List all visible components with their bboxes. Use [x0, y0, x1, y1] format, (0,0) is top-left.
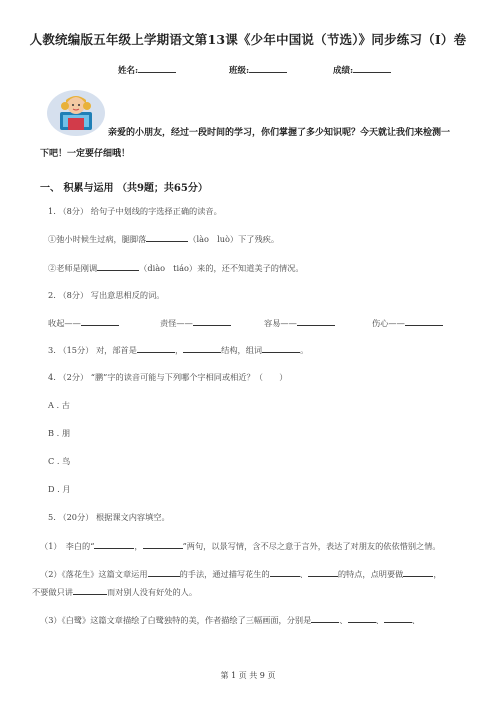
name-blank [138, 63, 176, 73]
answer-blank[interactable] [193, 317, 231, 326]
question-5-2-cont [32, 586, 197, 598]
q5-3-sep: 、 [339, 615, 348, 625]
answer-blank[interactable] [73, 586, 107, 595]
name-field [118, 63, 176, 76]
q1b-text-post: （diào tiáo）来的，还不知道美子的情况。 [139, 263, 304, 273]
question-1: 1. （8分） 给句子中划线的字选择正确的读音。 [48, 206, 222, 216]
answer-blank[interactable] [270, 568, 300, 577]
q5-2-text-pre: （2）《落花生》这篇文章运用 [40, 569, 148, 579]
intro-line-2: 下吧！一定要仔细哦！ [40, 149, 131, 159]
q5-3-sep: 、 [375, 615, 384, 625]
q5-1-text-post: ”两句，以景写情，含不尽之意于言外，表达了对朋友的依依惜别之情。 [182, 541, 441, 551]
q2-item-4 [372, 317, 443, 329]
answer-blank[interactable] [183, 344, 221, 353]
question-5-1 [40, 540, 441, 552]
answer-blank[interactable] [403, 568, 433, 577]
class-blank [249, 63, 287, 73]
q2-word: 责怪—— [160, 318, 193, 328]
q1a-text-pre: ①弛小时候生过病，腿脚落 [48, 234, 147, 244]
answer-blank[interactable] [97, 262, 139, 271]
question-1-b [48, 262, 304, 274]
question-4: 4. （2分） “鹏”字的读音可能与下列哪个字相同或相近？（ ） [48, 372, 288, 382]
document-title: 人教统编版五年级上学期语文第13课《少年中国说（节选）》同步练习（I）卷 [29, 32, 467, 47]
page-footer: 第 1 页 共 9 页 [220, 671, 276, 680]
score-field [333, 63, 391, 76]
q5-2b-text-pre: 不要做只讲 [32, 587, 73, 597]
question-1-a [48, 233, 279, 245]
option-d[interactable]: D . 月 [48, 484, 71, 494]
q2-item-1 [48, 317, 119, 329]
girl-mascot-icon [46, 88, 106, 138]
q3-text-mid: 结构，组词 [221, 345, 263, 355]
answer-blank[interactable] [148, 568, 180, 577]
q5-1-text-pre: （1） 李白的“ [40, 541, 95, 551]
answer-blank[interactable] [262, 344, 300, 353]
q5-3-text-end: 、 [411, 615, 420, 625]
q1a-text-post: （lào luò）下了残疾。 [188, 234, 280, 244]
answer-blank[interactable] [311, 614, 339, 623]
q5-2-sep: 、 [299, 569, 308, 579]
answer-blank[interactable] [384, 614, 412, 623]
answer-blank[interactable] [146, 233, 188, 242]
answer-blank[interactable] [137, 344, 175, 353]
q5-3-text-pre: （3）《白鹭》这篇文章描绘了白鹭独特的美，作者描绘了三幅画面，分别是 [40, 615, 312, 625]
option-b[interactable]: B . 朋 [48, 428, 71, 438]
question-2: 2. （8分） 写出意思相反的词。 [48, 290, 165, 300]
q2-item-2 [160, 317, 231, 329]
q2-word: 收起—— [48, 318, 81, 328]
question-5-2 [40, 568, 442, 580]
question-5-3 [40, 614, 420, 626]
answer-blank[interactable] [94, 540, 134, 549]
answer-blank[interactable] [143, 540, 183, 549]
question-3 [48, 344, 308, 356]
q3-text-end: 。 [300, 345, 309, 355]
score-blank [353, 63, 391, 73]
q2-word: 容易—— [264, 318, 297, 328]
answer-blank[interactable] [297, 317, 335, 326]
name-label: 姓名: [118, 66, 139, 76]
answer-blank[interactable] [348, 614, 376, 623]
option-c[interactable]: C . 鸟 [48, 456, 71, 466]
q2-item-3 [264, 317, 335, 329]
q1b-text-pre: ②老师是刚调 [48, 263, 98, 273]
class-field [229, 63, 287, 76]
option-a[interactable]: A . 古 [48, 400, 70, 410]
class-label: 班级: [229, 66, 250, 76]
q5-2-text-end: ， [433, 569, 442, 579]
q2-word: 伤心—— [372, 318, 405, 328]
answer-blank[interactable] [81, 317, 119, 326]
answer-blank[interactable] [308, 568, 338, 577]
q5-2-text-mid: 的手法，通过描写花生的 [179, 569, 270, 579]
section-title: 一、 积累与运用 （共9题；共65分） [40, 183, 208, 194]
intro-line-1: 亲爱的小朋友，经过一段时间的学习，你们掌握了多少知识呢？今天就让我们来检测一 [108, 128, 451, 138]
answer-blank[interactable] [405, 317, 443, 326]
q3-text-pre: 3. （15分） 对，部首是 [48, 345, 137, 355]
q3-sep: ， [174, 345, 184, 355]
q5-2-text-post: 的特点，点明要做 [337, 569, 404, 579]
q5-2b-text-post: 而对别人没有好处的人。 [106, 587, 198, 597]
q5-1-sep: ， [134, 541, 143, 551]
question-5: 5. （20分） 根据课文内容填空。 [48, 512, 170, 522]
score-label: 成绩: [333, 66, 354, 76]
